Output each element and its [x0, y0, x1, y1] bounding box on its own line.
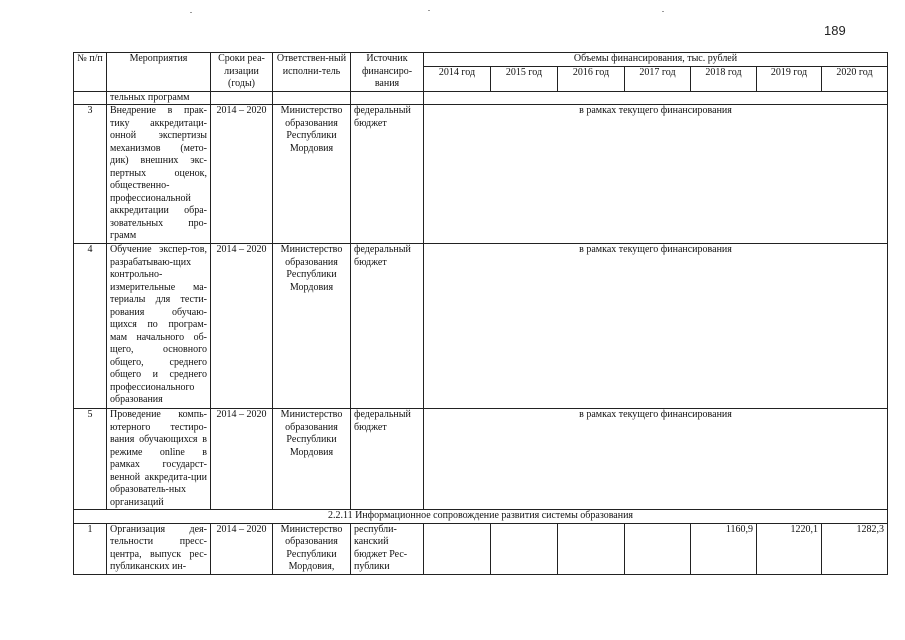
row-value-2018: 1160,9	[691, 523, 757, 574]
header-year: 2014 год	[424, 66, 491, 91]
row-period: 2014 – 2020	[211, 523, 273, 574]
header-year: 2019 год	[757, 66, 822, 91]
row-period: 2014 – 2020	[211, 105, 273, 244]
row-executor: Министерство образования Республики Мордовия,	[273, 523, 351, 574]
row-funding-text: в рамках текущего финансирования	[424, 409, 888, 510]
row-value-2016	[558, 523, 625, 574]
section-row	[74, 510, 888, 524]
row-num	[74, 91, 107, 105]
row-num: 1	[74, 523, 107, 574]
row-executor	[273, 91, 351, 105]
row-funding-text: в рамках текущего финансирования	[424, 244, 888, 409]
table-row	[74, 244, 888, 409]
row-period	[211, 91, 273, 105]
row-funding	[424, 91, 888, 105]
scan-speck	[428, 10, 430, 11]
row-source: федеральный бюджет	[351, 244, 424, 409]
row-num: 5	[74, 409, 107, 510]
header-row-top	[74, 53, 888, 67]
row-source: федеральный бюджет	[351, 409, 424, 510]
financing-table	[73, 52, 888, 575]
row-source: федеральный бюджет	[351, 105, 424, 244]
row-source: республи-канский бюджет Рес-публики	[351, 523, 424, 574]
scan-speck	[190, 12, 192, 13]
row-source	[351, 91, 424, 105]
row-executor: Министерство образования Республики Мордовия	[273, 244, 351, 409]
header-year: 2015 год	[491, 66, 558, 91]
row-measure: Обучение экспер-тов, разрабатываю-щих контрольно-измерительные ма-териалы для тести-рования обучаю-щихся по програм-мам начального об-щего, основного общего, среднего общего и среднего профессионального образования	[107, 244, 211, 409]
row-period: 2014 – 2020	[211, 409, 273, 510]
header-year: 2016 год	[558, 66, 625, 91]
header-source: Источник финансиро-вания	[351, 53, 424, 92]
table-row	[74, 409, 888, 510]
row-num: 3	[74, 105, 107, 244]
header-executor: Ответствен-ный исполни-тель	[273, 53, 351, 92]
row-value-2019: 1220,1	[757, 523, 822, 574]
header-period: Сроки реа-лизации (годы)	[211, 53, 273, 92]
header-year: 2017 год	[625, 66, 691, 91]
header-year: 2018 год	[691, 66, 757, 91]
row-num: 4	[74, 244, 107, 409]
page-number: 189	[824, 23, 846, 38]
scan-speck	[662, 11, 664, 12]
row-measure: Организация дея-тельности пресс-центра, выпуск рес-публиканских ин-	[107, 523, 211, 574]
row-value-2015	[491, 523, 558, 574]
row-measure: тельных программ	[107, 91, 211, 105]
section-title: 2.2.11 Информационное сопровождение развития системы образования	[74, 510, 888, 524]
row-executor: Министерство образования Республики Мордовия	[273, 105, 351, 244]
row-value-2014	[424, 523, 491, 574]
row-measure: Внедрение в прак-тику аккредитаци-онной экспертизы механизмов (мето-дик) внешних экс-пертных оценок, общественно-профессиональной аккредитации обра-зовательных про-грамм	[107, 105, 211, 244]
row-funding-text: в рамках текущего финансирования	[424, 105, 888, 244]
continued-row	[74, 91, 888, 105]
table-row	[74, 523, 888, 574]
header-funding: Объемы финансирования, тыс. рублей	[424, 53, 888, 67]
header-num: № п/п	[74, 53, 107, 92]
table-row	[74, 105, 888, 244]
row-measure: Проведение компь-ютерного тестиро-вания обучающихся в режиме online в рамках государст-венной аккредита-ции образователь-ных организаций	[107, 409, 211, 510]
row-executor: Министерство образования Республики Мордовия	[273, 409, 351, 510]
header-measure: Мероприятия	[107, 53, 211, 92]
row-period: 2014 – 2020	[211, 244, 273, 409]
header-year: 2020 год	[822, 66, 888, 91]
row-value-2020: 1282,3	[822, 523, 888, 574]
row-value-2017	[625, 523, 691, 574]
